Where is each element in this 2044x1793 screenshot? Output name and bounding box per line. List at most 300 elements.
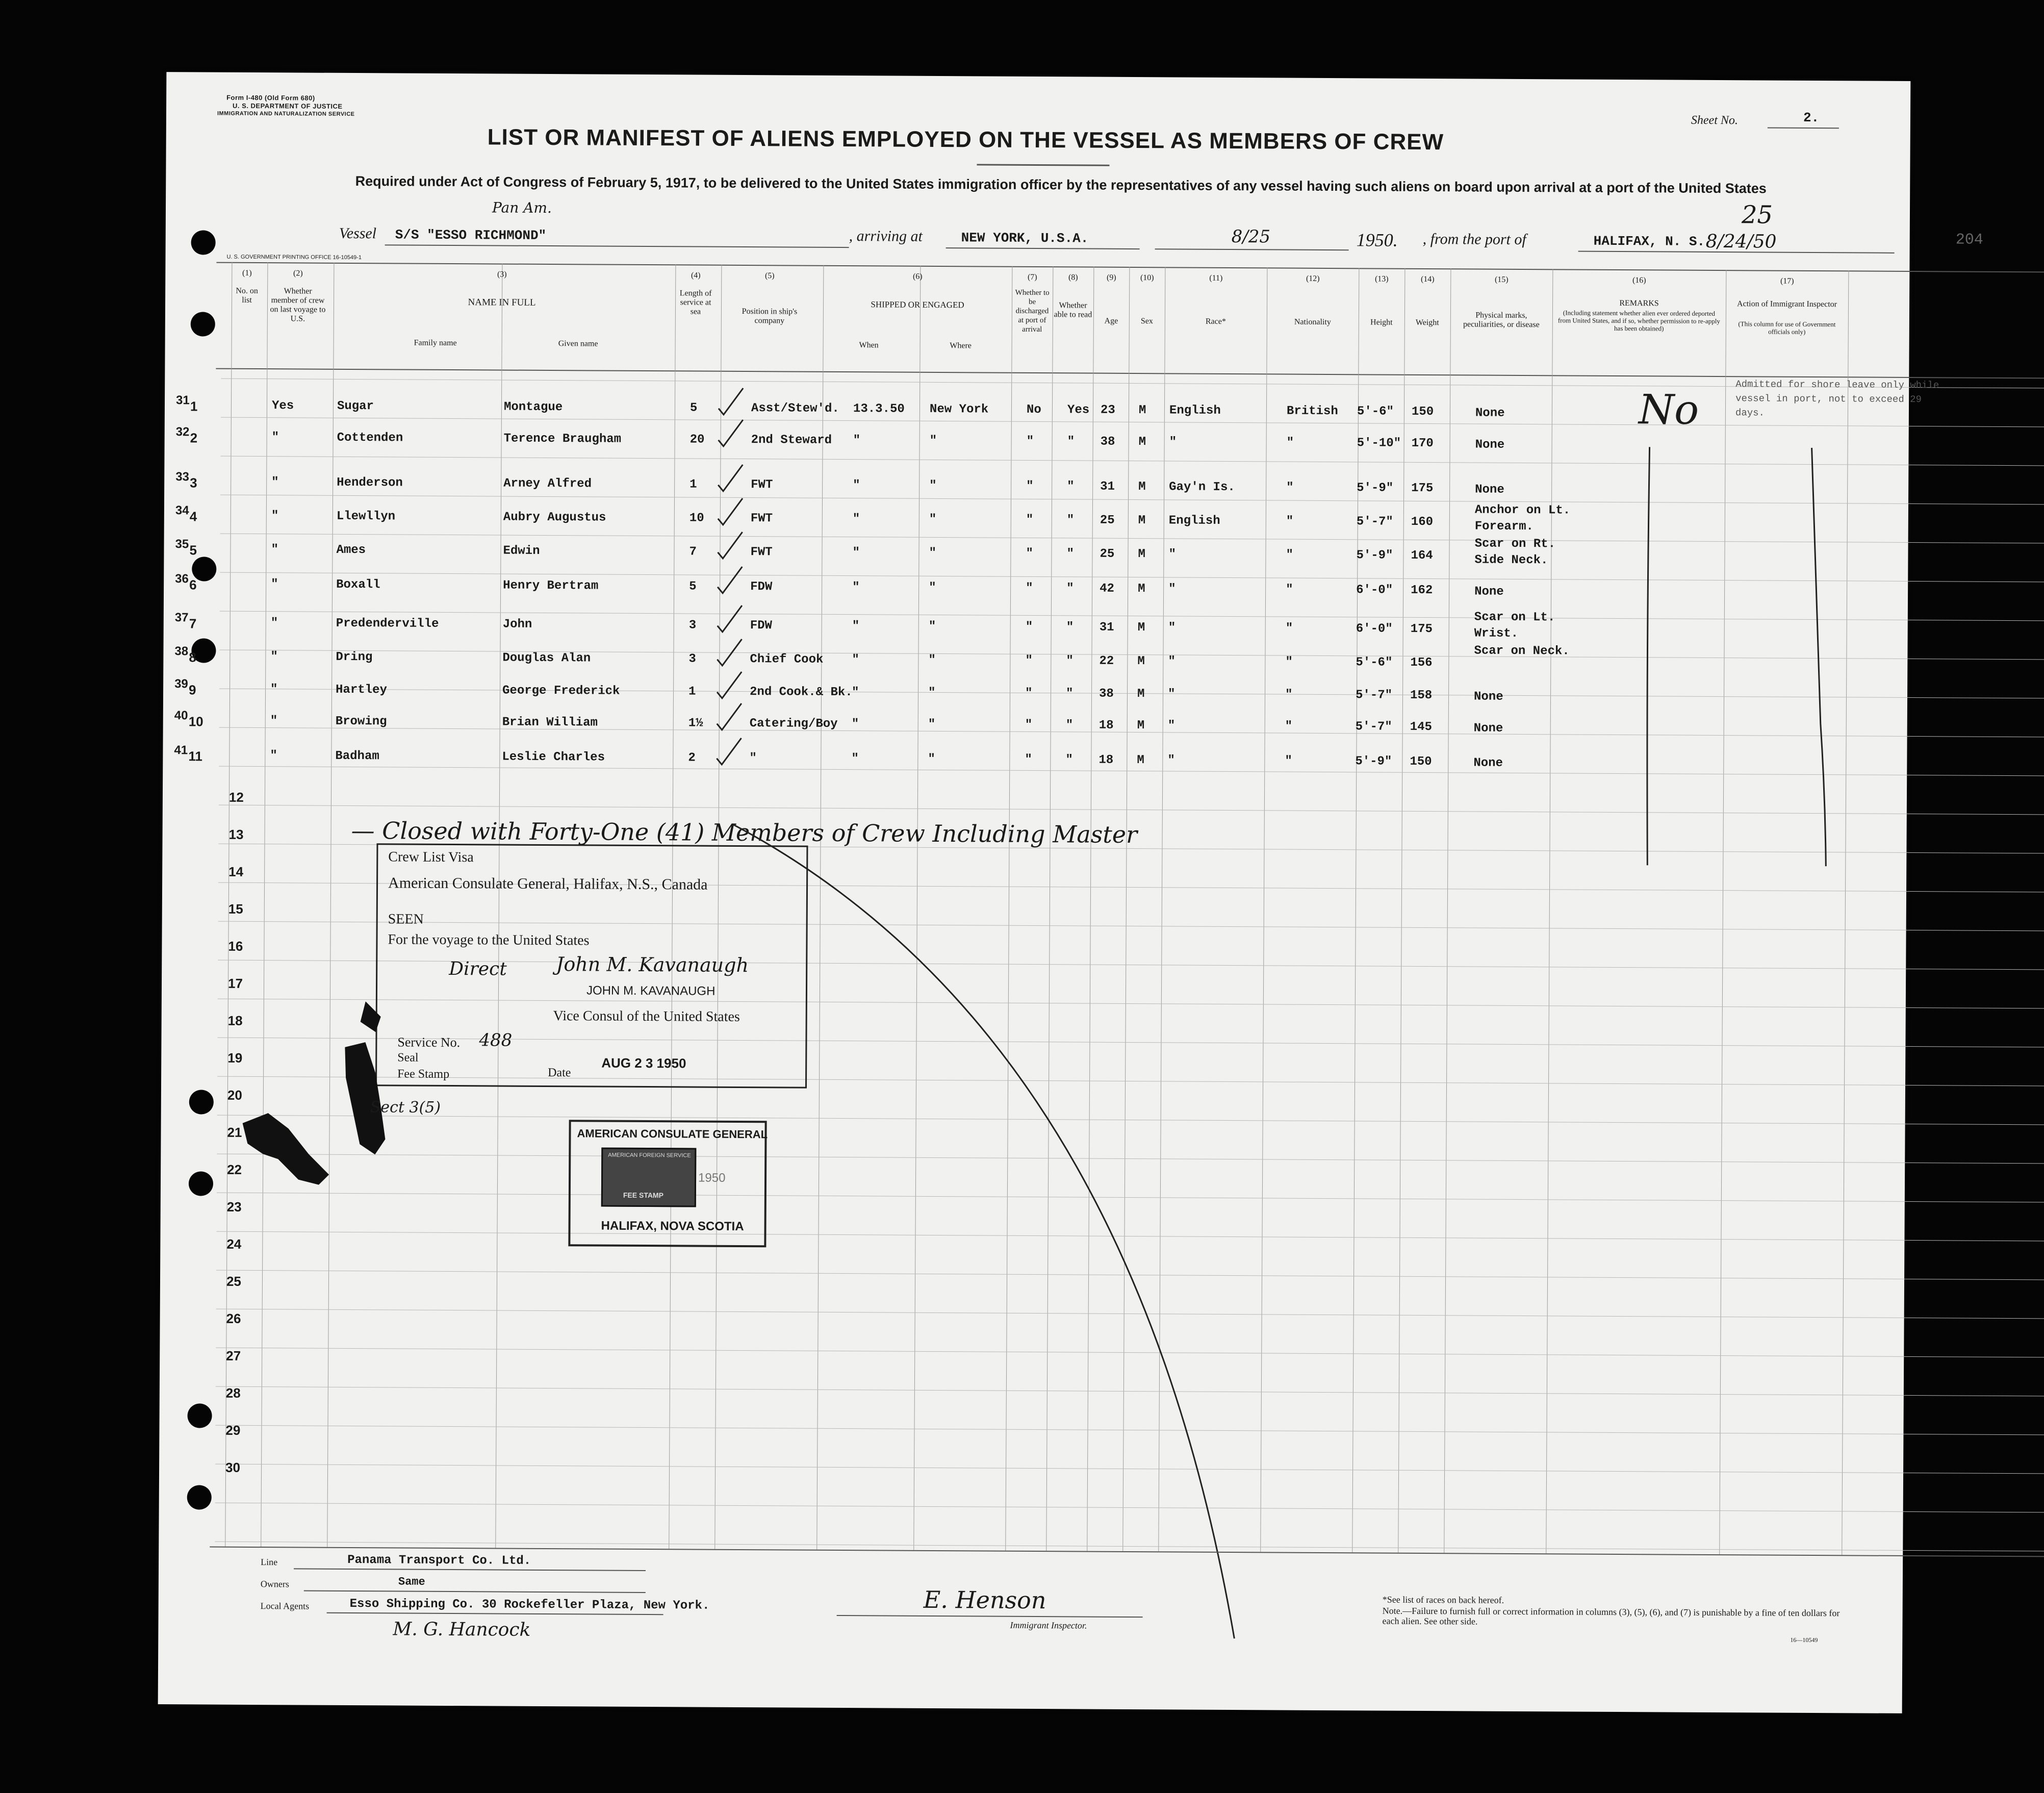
row-number: 2 bbox=[190, 430, 198, 446]
discharge: " bbox=[1025, 620, 1033, 634]
shipped-where: " bbox=[928, 619, 936, 634]
nationality: " bbox=[1286, 548, 1293, 562]
col-header: Age bbox=[1104, 316, 1118, 325]
sex: M bbox=[1138, 582, 1145, 596]
service: IMMIGRATION AND NATURALIZATION SERVICE bbox=[217, 110, 355, 118]
sex: M bbox=[1138, 514, 1146, 528]
footer-owners-label: Owners bbox=[260, 1579, 289, 1589]
punch-hole bbox=[191, 312, 215, 336]
col-header: SHIPPED OR ENGAGED bbox=[871, 299, 964, 310]
shipped-when: 13.3.50 bbox=[853, 402, 905, 416]
from-port-label: , from the port of bbox=[1422, 230, 1526, 248]
empty-row-number: 30 bbox=[225, 1459, 241, 1475]
inspector-signature: E. Henson bbox=[923, 1585, 1046, 1614]
weight: 170 bbox=[1411, 436, 1434, 451]
height: 6'-0" bbox=[1356, 583, 1393, 597]
arrival-year: 1950. bbox=[1356, 230, 1398, 250]
col-num: (12) bbox=[1306, 274, 1320, 283]
col-num: (7) bbox=[1027, 272, 1037, 282]
col-header: Whether member of crew on last voyage to U.S. bbox=[270, 287, 326, 323]
physical-marks: None bbox=[1473, 721, 1503, 736]
check-mark-icon bbox=[714, 637, 745, 668]
nationality: " bbox=[1285, 719, 1293, 734]
row-hw-number: 40 bbox=[174, 709, 188, 723]
check-mark-icon bbox=[716, 386, 746, 417]
physical-marks: Scar on Neck. bbox=[1474, 644, 1570, 659]
prev-voyage: " bbox=[271, 431, 279, 445]
row-hw-number: 41 bbox=[174, 743, 188, 757]
family-name: Ames bbox=[336, 543, 366, 558]
age: 18 bbox=[1098, 753, 1114, 767]
visa-signer-title: Vice Consul of the United States bbox=[553, 1008, 740, 1025]
position: " bbox=[749, 751, 757, 766]
prev-voyage: " bbox=[270, 650, 278, 664]
col-header: Position in ship's company bbox=[742, 307, 798, 325]
family-name: Predenderville bbox=[336, 616, 439, 631]
row-hw-number: 32 bbox=[175, 425, 190, 439]
date-correction: 25 bbox=[1741, 200, 1773, 230]
col-num: (1) bbox=[242, 268, 252, 277]
row-number: 11 bbox=[188, 748, 202, 764]
nationality: " bbox=[1285, 688, 1293, 702]
check-mark-icon bbox=[714, 530, 745, 561]
column-rule bbox=[1546, 269, 1553, 1553]
col-subheader: Where bbox=[950, 341, 972, 350]
column-rule bbox=[1398, 268, 1405, 1553]
empty-row-number: 18 bbox=[227, 1013, 243, 1028]
race: " bbox=[1167, 719, 1176, 733]
row-hw-number: 39 bbox=[174, 677, 188, 691]
table-grid bbox=[166, 72, 1910, 81]
visa-voyage: For the voyage to the United States bbox=[388, 931, 590, 949]
discharge: " bbox=[1026, 546, 1033, 561]
sex: M bbox=[1137, 654, 1145, 669]
height: 5'-9" bbox=[1357, 481, 1394, 495]
given-name: Douglas Alan bbox=[502, 651, 591, 666]
service-length: 5 bbox=[689, 579, 697, 594]
service-length: 10 bbox=[689, 511, 704, 525]
race: " bbox=[1168, 547, 1176, 562]
weight: 162 bbox=[1411, 583, 1433, 598]
sex: M bbox=[1138, 547, 1145, 562]
prev-voyage: " bbox=[271, 475, 279, 490]
closing-note: — Closed with Forty-One (41) Members of Crew Including Master bbox=[351, 816, 1138, 849]
discharge: " bbox=[1026, 581, 1033, 595]
empty-row-number: 29 bbox=[225, 1422, 241, 1438]
row-number: 8 bbox=[189, 649, 196, 665]
departure-date: 8/24/50 bbox=[1705, 231, 1777, 252]
fee-stamp-bottom: HALIFAX, NOVA SCOTIA bbox=[601, 1219, 744, 1234]
service-length: 2 bbox=[688, 751, 696, 765]
able-to-read: " bbox=[1066, 654, 1074, 668]
sex: M bbox=[1137, 687, 1145, 701]
empty-row-number: 16 bbox=[228, 938, 243, 954]
position: 2nd Cook.& Bk. bbox=[749, 685, 853, 700]
col-num: (9) bbox=[1106, 273, 1116, 282]
col-num: (8) bbox=[1068, 273, 1078, 282]
given-name: John bbox=[502, 617, 532, 632]
weight: 175 bbox=[1411, 481, 1434, 496]
col-header: NAME IN FULL bbox=[468, 297, 536, 308]
service-length: 1 bbox=[689, 477, 697, 492]
prev-voyage: " bbox=[270, 749, 277, 763]
empty-row-number: 21 bbox=[227, 1124, 242, 1140]
footer-agents: Esso Shipping Co. 30 Rockefeller Plaza, New York. bbox=[349, 1597, 710, 1613]
family-name: Sugar bbox=[337, 399, 374, 414]
sex: M bbox=[1138, 480, 1146, 494]
row-hw-number: 36 bbox=[175, 572, 189, 586]
height: 5'-6" bbox=[1356, 655, 1393, 670]
prev-voyage: " bbox=[271, 577, 278, 592]
col-header: Physical marks, peculiarities, or disease bbox=[1463, 311, 1540, 330]
col-num: (16) bbox=[1632, 276, 1646, 285]
given-name: Aubry Augustus bbox=[503, 510, 606, 525]
sheet-label: Sheet No. bbox=[1691, 113, 1738, 128]
footer-agents-label: Local Agents bbox=[260, 1601, 310, 1611]
nationality: " bbox=[1285, 754, 1292, 768]
weight: 156 bbox=[1410, 655, 1433, 670]
age: 31 bbox=[1100, 479, 1115, 494]
nationality: " bbox=[1285, 655, 1293, 669]
nationality: " bbox=[1286, 481, 1294, 495]
row-hw-number: 34 bbox=[175, 503, 189, 518]
height: 5'-9" bbox=[1355, 754, 1392, 769]
col-header: REMARKS bbox=[1619, 298, 1659, 308]
discharge: " bbox=[1025, 653, 1033, 668]
col-num: (6) bbox=[912, 272, 923, 281]
able-to-read: " bbox=[1065, 687, 1074, 701]
check-mark-icon bbox=[714, 701, 745, 732]
nationality: " bbox=[1285, 621, 1293, 636]
check-mark-icon bbox=[714, 603, 745, 634]
age: 25 bbox=[1100, 513, 1115, 527]
service-length: 3 bbox=[688, 652, 696, 666]
arriving-port: NEW YORK, U.S.A. bbox=[961, 230, 1089, 246]
age: 42 bbox=[1100, 582, 1115, 596]
visa-signer-name: JOHN M. KAVANAUGH bbox=[586, 983, 716, 998]
height: 5'-10" bbox=[1357, 436, 1401, 450]
discharge: " bbox=[1025, 718, 1033, 732]
physical-marks: Anchor on Lt. Forearm. bbox=[1474, 503, 1571, 534]
discharge: " bbox=[1025, 686, 1033, 700]
family-name: Boxall bbox=[336, 577, 380, 592]
height: 5'-6" bbox=[1357, 405, 1394, 419]
vessel-name: S/S "ESSO RICHMOND" bbox=[395, 227, 547, 243]
shipped-where: " bbox=[929, 478, 937, 493]
punch-hole bbox=[187, 1485, 212, 1509]
visa-date: AUG 2 3 1950 bbox=[601, 1055, 686, 1071]
position: Catering/Boy bbox=[749, 717, 838, 731]
shipped-when: " bbox=[852, 580, 860, 595]
physical-marks: Scar on Lt. Wrist. bbox=[1474, 610, 1555, 641]
nationality: British bbox=[1286, 404, 1338, 419]
race: " bbox=[1169, 435, 1177, 449]
height: 5'-7" bbox=[1356, 515, 1393, 529]
able-to-read: " bbox=[1067, 479, 1075, 494]
visa-date-label: Date bbox=[548, 1066, 571, 1080]
arrival-date: 8/25 bbox=[1231, 226, 1271, 247]
col-num: (5) bbox=[764, 271, 775, 281]
able-to-read: " bbox=[1065, 753, 1073, 767]
empty-row-number: 25 bbox=[226, 1273, 241, 1289]
shipped-when: " bbox=[853, 434, 861, 448]
row-number: 9 bbox=[188, 682, 196, 698]
col-header: Height bbox=[1370, 318, 1393, 327]
footer-line-label: Line bbox=[261, 1557, 278, 1568]
department: U. S. DEPARTMENT OF JUSTICE bbox=[233, 102, 343, 110]
row-number: 10 bbox=[188, 714, 203, 729]
physical-marks: None bbox=[1475, 406, 1505, 420]
col-num: (15) bbox=[1494, 275, 1509, 284]
shipped-where: " bbox=[929, 580, 936, 595]
visa-seal: Seal bbox=[397, 1051, 419, 1065]
service-length: 7 bbox=[689, 545, 697, 559]
check-mark-icon bbox=[713, 736, 744, 767]
given-name: Terence Braugham bbox=[503, 432, 622, 446]
family-name: Henderson bbox=[337, 475, 403, 490]
printing-office: U. S. GOVERNMENT PRINTING OFFICE 16-10549-1 bbox=[226, 254, 362, 261]
shipped-when: " bbox=[853, 478, 860, 493]
punch-hole bbox=[191, 230, 216, 255]
weight: 150 bbox=[1410, 754, 1432, 769]
shipped-where: " bbox=[929, 512, 937, 526]
col-num: (4) bbox=[691, 271, 701, 280]
col-num: (13) bbox=[1374, 274, 1389, 284]
col-num: (10) bbox=[1140, 273, 1154, 283]
col-subheader: (This column for use of Government officials only) bbox=[1738, 320, 1836, 336]
empty-row-number: 22 bbox=[227, 1161, 242, 1177]
empty-row-number: 14 bbox=[228, 864, 244, 879]
position: FDW bbox=[750, 580, 773, 594]
empty-row-number: 13 bbox=[228, 826, 244, 842]
col-header: Sex bbox=[1140, 317, 1153, 326]
vessel-label: Vessel bbox=[339, 224, 377, 242]
given-name: Edwin bbox=[503, 544, 540, 558]
col-subheader: (Including statement whether alien ever ordered deported from United States, and if so, whether permission to re-apply has been obtained) bbox=[1557, 309, 1720, 333]
weight: 175 bbox=[1410, 622, 1433, 637]
given-name: Brian William bbox=[502, 715, 598, 730]
race: " bbox=[1167, 687, 1176, 701]
age: 23 bbox=[1100, 403, 1115, 417]
position: 2nd Steward bbox=[751, 433, 832, 447]
given-name: Henry Bertram bbox=[503, 578, 599, 593]
shipped-when: " bbox=[851, 686, 859, 700]
table-row-lines bbox=[166, 72, 1910, 81]
family-name: Hartley bbox=[335, 683, 387, 697]
row-hw-number: 31 bbox=[175, 393, 190, 408]
punch-hole bbox=[189, 1171, 213, 1196]
shipped-where: " bbox=[928, 717, 936, 731]
physical-marks: None bbox=[1473, 756, 1503, 770]
footer-owners: Same bbox=[398, 1575, 425, 1588]
prev-voyage: " bbox=[271, 509, 279, 523]
sex: M bbox=[1137, 719, 1145, 733]
empty-row-number: 12 bbox=[228, 789, 244, 805]
weight: 150 bbox=[1411, 405, 1434, 419]
physical-marks: None bbox=[1475, 483, 1504, 497]
visa-service-number: 488 bbox=[479, 1030, 513, 1051]
physical-marks: None bbox=[1475, 438, 1505, 452]
shipped-when: " bbox=[852, 653, 859, 667]
remarks-ditto-lines bbox=[1641, 437, 1898, 872]
agent-signature: M. G. Hancock bbox=[393, 1619, 531, 1640]
col-header: Whether able to read bbox=[1054, 301, 1092, 319]
race: Gay'n Is. bbox=[1169, 480, 1235, 495]
age: 38 bbox=[1100, 435, 1115, 449]
visa-title: Crew List Visa bbox=[388, 849, 474, 866]
race: " bbox=[1168, 654, 1176, 669]
col-num: (17) bbox=[1780, 276, 1794, 286]
shipped-when: " bbox=[852, 546, 860, 560]
punch-hole bbox=[189, 1090, 214, 1114]
discharge: " bbox=[1026, 434, 1034, 448]
row-number: 6 bbox=[189, 577, 197, 593]
row-number: 5 bbox=[189, 542, 197, 558]
column-rule bbox=[327, 263, 334, 1547]
discharge: " bbox=[1026, 513, 1034, 527]
remarks-admitted: Admitted for shore leave only while vessel in port, not to exceed 29 days. bbox=[1735, 378, 1939, 419]
row-hw-number: 37 bbox=[174, 611, 189, 625]
col-header: Nationality bbox=[1294, 317, 1331, 327]
row-hw-number: 38 bbox=[174, 644, 189, 659]
shipped-when: " bbox=[852, 512, 860, 526]
able-to-read: Yes bbox=[1067, 403, 1090, 417]
given-name: Leslie Charles bbox=[502, 750, 605, 765]
check-mark-icon bbox=[716, 418, 746, 448]
able-to-read: " bbox=[1065, 718, 1074, 733]
requirement-text: Required under Act of Congress of February 5, 1917, to be delivered to the United States immigration officer by the representatives of any vessel having such aliens on board upon arrival at a port of the United States bbox=[355, 173, 1767, 196]
height: 6'-0" bbox=[1356, 622, 1393, 636]
sex: M bbox=[1138, 403, 1146, 418]
empty-row-number: 28 bbox=[225, 1385, 241, 1401]
section-note: Sect 3(5) bbox=[370, 1098, 441, 1117]
page-stamp-number: 204 bbox=[1955, 231, 1983, 249]
service-length: 1 bbox=[688, 685, 696, 699]
col-subheader: Given name bbox=[558, 339, 598, 348]
prev-voyage: " bbox=[271, 543, 278, 557]
race: " bbox=[1167, 753, 1175, 768]
able-to-read: " bbox=[1066, 513, 1075, 527]
col-header: Action of Immigrant Inspector bbox=[1737, 299, 1837, 309]
given-name: Arney Alfred bbox=[503, 476, 592, 491]
shipped-where: New York bbox=[929, 402, 989, 417]
row-hw-number: 33 bbox=[175, 470, 190, 484]
family-name: Badham bbox=[335, 749, 379, 764]
prev-voyage: " bbox=[270, 714, 278, 728]
family-name: Llewllyn bbox=[336, 509, 396, 524]
prev-voyage: Yes bbox=[271, 399, 294, 413]
punch-hole bbox=[187, 1403, 212, 1428]
able-to-read: " bbox=[1066, 620, 1074, 635]
shipped-when: " bbox=[852, 619, 860, 634]
empty-row-number: 26 bbox=[226, 1310, 241, 1326]
family-name: Cottenden bbox=[337, 431, 403, 445]
able-to-read: " bbox=[1066, 547, 1074, 561]
row-number: 7 bbox=[189, 616, 197, 632]
visa-service-label: Service No. bbox=[397, 1034, 461, 1050]
race: English bbox=[1169, 403, 1221, 418]
empty-row-number: 27 bbox=[226, 1348, 241, 1363]
arriving-label: , arriving at bbox=[849, 228, 923, 245]
weight: 158 bbox=[1410, 688, 1433, 703]
race: English bbox=[1168, 514, 1220, 528]
position: FWT bbox=[750, 545, 773, 560]
given-name: Montague bbox=[503, 400, 563, 415]
prev-voyage: " bbox=[270, 616, 278, 630]
footer-code: 16—10549 bbox=[1790, 1636, 1818, 1644]
shipped-where: " bbox=[928, 752, 935, 766]
manifest-sheet bbox=[158, 72, 1983, 1713]
col-subheader: Family name bbox=[414, 338, 457, 348]
age: 18 bbox=[1098, 718, 1114, 733]
empty-row-number: 17 bbox=[227, 975, 243, 991]
nationality: " bbox=[1286, 436, 1294, 450]
nationality: " bbox=[1286, 514, 1294, 528]
col-header: Length of service at sea bbox=[679, 289, 712, 316]
vessel-annotation: Pan Am. bbox=[492, 199, 552, 217]
discharge: No bbox=[1026, 402, 1041, 417]
empty-row-number: 24 bbox=[226, 1236, 242, 1252]
given-name: George Frederick bbox=[502, 684, 620, 698]
weight: 164 bbox=[1411, 548, 1433, 563]
page-title: LIST OR MANIFEST OF ALIENS EMPLOYED ON THE VESSEL AS MEMBERS OF CREW bbox=[487, 124, 1444, 155]
col-header: No. on list bbox=[236, 286, 258, 305]
service-length: 3 bbox=[688, 618, 697, 633]
family-name: Dring bbox=[336, 650, 373, 665]
fee-stamp-year: 1950 bbox=[698, 1171, 726, 1185]
shipped-where: " bbox=[928, 653, 936, 667]
shipped-where: " bbox=[928, 686, 936, 700]
check-mark-icon bbox=[714, 670, 745, 700]
check-mark-icon bbox=[714, 565, 745, 595]
discharge: " bbox=[1026, 479, 1034, 493]
weight: 160 bbox=[1411, 515, 1434, 529]
empty-row-number: 15 bbox=[228, 901, 243, 917]
shipped-where: " bbox=[929, 546, 936, 560]
prev-voyage: " bbox=[270, 683, 278, 697]
col-header: Weight bbox=[1415, 318, 1439, 327]
row-number: 3 bbox=[190, 475, 197, 491]
visa-direct: Direct bbox=[449, 958, 507, 980]
position: FDW bbox=[750, 619, 773, 633]
fee-stamp-inner: AMERICAN FOREIGN SERVICE bbox=[608, 1152, 691, 1159]
height: 5'-7" bbox=[1355, 720, 1392, 734]
column-rule bbox=[261, 262, 268, 1547]
physical-marks: None bbox=[1473, 690, 1503, 704]
departure-port: HALIFAX, N. S. bbox=[1593, 233, 1705, 249]
sex: M bbox=[1137, 753, 1144, 768]
position: FWT bbox=[751, 478, 773, 492]
fee-stamp-fee: FEE STAMP bbox=[623, 1191, 664, 1200]
family-name: Browing bbox=[335, 714, 387, 729]
position: Chief Cook bbox=[750, 652, 824, 667]
row-number: 4 bbox=[189, 509, 197, 524]
fee-stamp-top: AMERICAN CONSULATE GENERAL bbox=[577, 1127, 768, 1141]
col-header: Race* bbox=[1205, 317, 1226, 326]
col-header: Whether to be discharged at port of arrival bbox=[1015, 288, 1050, 334]
physical-marks: Scar on Rt. Side Neck. bbox=[1474, 537, 1556, 568]
form-number: Form I-480 (Old Form 680) bbox=[226, 93, 315, 102]
visa-signature: John M. Kavanaugh bbox=[556, 953, 749, 977]
column-rule bbox=[1444, 268, 1451, 1553]
age: 38 bbox=[1098, 687, 1114, 701]
race: " bbox=[1168, 582, 1176, 596]
service-length: 20 bbox=[689, 433, 705, 447]
footer-races-note: *See list of races on back hereof. bbox=[1382, 1594, 1504, 1605]
able-to-read: " bbox=[1067, 435, 1075, 449]
col-num: (11) bbox=[1209, 273, 1223, 283]
empty-row-number: 19 bbox=[227, 1050, 243, 1066]
